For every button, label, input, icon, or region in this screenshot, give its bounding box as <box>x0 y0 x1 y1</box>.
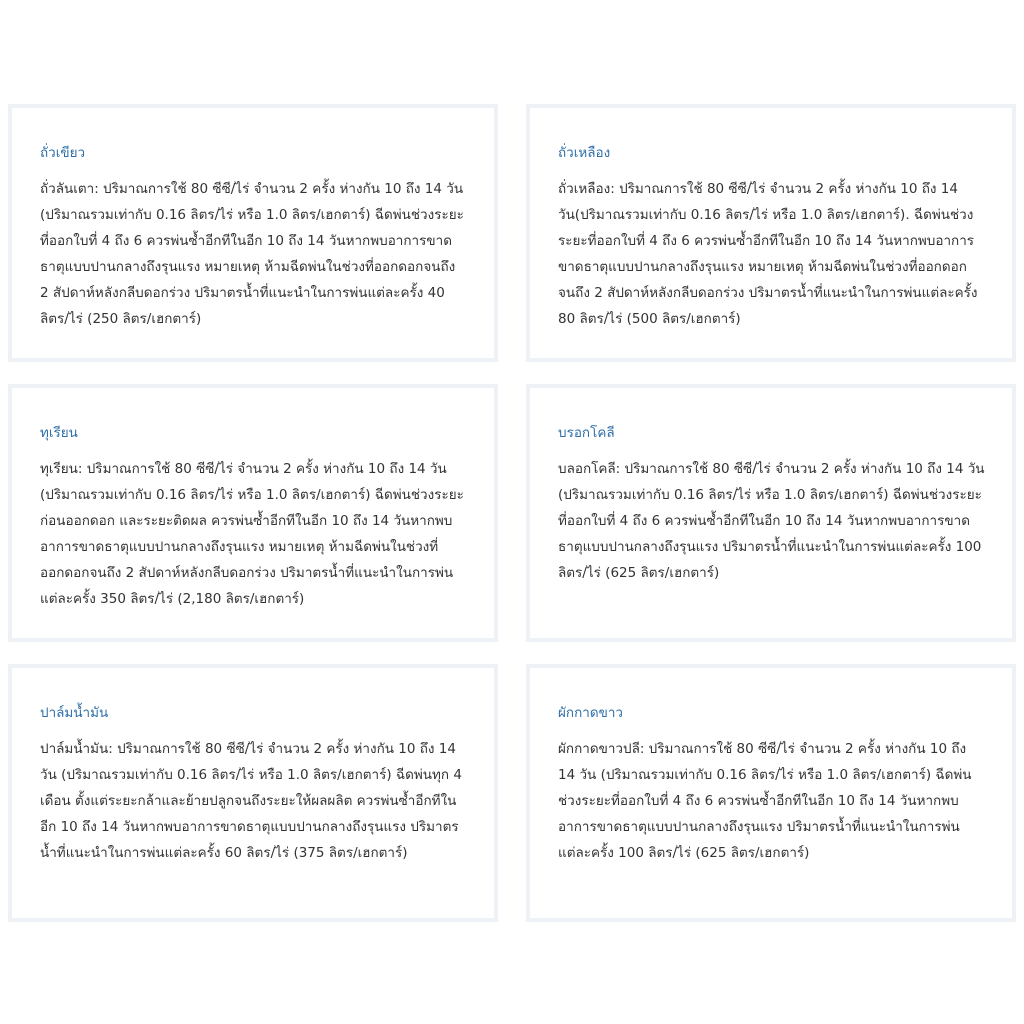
card-title[interactable]: ผักกาดขาว <box>558 705 623 721</box>
card-title[interactable]: ถั่วเหลือง <box>558 145 611 161</box>
card-body: บลอกโคลี: ปริมาณการใช้ 80 ซีซี/ไร่ จำนวน 2 ครั้ง ห่างกัน 10 ถึง 14 วัน (ปริมาณรวมเท่ากับ 0.16 ลิตร/ไร่ หรือ 1.0 ลิตร/เฮกตาร์) ฉีดพ่นช่วงระยะที่ออกใบที่ 4 ถึง 6 ควรพ่นซ้ำอีกทีในอีก 10 ถึง 14 วันหากพบอาการขาดธาตุแบบปานกลางถึงรุนแรง ปริมาตรน้ำที่แนะนำในการพ่นแต่ละครั้ง 100 ลิตร/ไร่ (625 ลิตร/เฮกตาร์) <box>558 461 985 581</box>
crop-card-oil-palm <box>8 664 498 922</box>
card-body: ถั่วลันเตา: ปริมาณการใช้ 80 ซีซี/ไร่ จำนวน 2 ครั้ง ห่างกัน 10 ถึง 14 วัน (ปริมาณรวมเท่ากับ 0.16 ลิตร/ไร่ หรือ 1.0 ลิตร/เฮกตาร์) ฉีดพ่นช่วงระยะที่ออกใบที่ 4 ถึง 6 ควรพ่นซ้ำอีกทีในอีก 10 ถึง 14 วันหากพบอาการขาดธาตุแบบปานกลางถึงรุนแรง หมายเหตุ ห้ามฉีดพ่นในช่วงที่ออกดอกจนถึง 2 สัปดาห์หลังกลีบดอกร่วง ปริมาตรน้ำที่แนะนำในการพ่นแต่ละครั้ง 40 ลิตร/ไร่ (250 ลิตร/เฮกตาร์) <box>40 181 464 327</box>
crop-card-mung-bean <box>8 104 498 362</box>
crop-card-soybean <box>526 104 1016 362</box>
card-body: ทุเรียน: ปริมาณการใช้ 80 ซีซี/ไร่ จำนวน 2 ครั้ง ห่างกัน 10 ถึง 14 วัน (ปริมาณรวมเท่ากับ 0.16 ลิตร/ไร่ หรือ 1.0 ลิตร/เฮกตาร์) ฉีดพ่นช่วงระยะก่อนออกดอก และระยะติดผล ควรพ่นซ้ำอีกทีในอีก 10 ถึง 14 วันหากพบอาการขาดธาตุแบบปานกลางถึงรุนแรง หมายเหตุ ห้ามฉีดพ่นในช่วงที่ออกดอกจนถึง 2 สัปดาห์หลังกลีบดอกร่วง ปริมาตรน้ำที่แนะนำในการพ่นแต่ละครั้ง 350 ลิตร/ไร่ (2,180 ลิตร/เฮกตาร์) <box>40 461 464 607</box>
crop-card-chinese-cabbage <box>526 664 1016 922</box>
card-body: ปาล์มน้ำมัน: ปริมาณการใช้ 80 ซีซี/ไร่ จำนวน 2 ครั้ง ห่างกัน 10 ถึง 14 วัน (ปริมาณรวมเท่ากับ 0.16 ลิตร/ไร่ หรือ 1.0 ลิตร/เฮกตาร์) ฉีดพ่นทุก 4 เดือน ตั้งแต่ระยะกล้าและย้ายปลูกจนถึงระยะให้ผลผลิต ควรพ่นซ้ำอีกทีในอีก 10 ถึง 14 วันหากพบอาการขาดธาตุแบบปานกลางถึงรุนแรง ปริมาตรน้ำที่แนะนำในการพ่นแต่ละครั้ง 60 ลิตร/ไร่ (375 ลิตร/เฮกตาร์) <box>40 741 462 861</box>
card-title[interactable]: ถั่วเขียว <box>40 145 86 161</box>
crop-card-durian <box>8 384 498 642</box>
card-title[interactable]: ทุเรียน <box>40 425 78 441</box>
card-body: ผักกาดขาวปลี: ปริมาณการใช้ 80 ซีซี/ไร่ จำนวน 2 ครั้ง ห่างกัน 10 ถึง 14 วัน (ปริมาณรวมเท่ากับ 0.16 ลิตร/ไร่ หรือ 1.0 ลิตร/เฮกตาร์) ฉีดพ่นช่วงระยะที่ออกใบที่ 4 ถึง 6 ควรพ่นซ้ำอีกทีในอีก 10 ถึง 14 วันหากพบอาการขาดธาตุแบบปานกลางถึงรุนแรง ปริมาตรน้ำที่แนะนำในการพ่นแต่ละครั้ง 100 ลิตร/ไร่ (625 ลิตร/เฮกตาร์) <box>558 741 972 861</box>
card-title[interactable]: บรอกโคลี <box>558 425 615 441</box>
card-body: ถั่วเหลือง: ปริมาณการใช้ 80 ซีซี/ไร่ จำนวน 2 ครั้ง ห่างกัน 10 ถึง 14 วัน(ปริมาณรวมเท่ากับ 0.16 ลิตร/ไร่ หรือ 1.0 ลิตร/เฮกตาร์). ฉีดพ่นช่วงระยะที่ออกใบที่ 4 ถึง 6 ควรพ่นซ้ำอีกทีในอีก 10 ถึง 14 วันหากพบอาการขาดธาตุแบบปานกลางถึงรุนแรง หมายเหตุ ห้ามฉีดพ่นในช่วงที่ออกดอกจนถึง 2 สัปดาห์หลังกลีบดอกร่วง ปริมาตรน้ำที่แนะนำในการพ่นแต่ละครั้ง 80 ลิตร/ไร่ (500 ลิตร/เฮกตาร์) <box>558 181 978 327</box>
card-title[interactable]: ปาล์มน้ำมัน <box>40 705 109 721</box>
crop-card-broccoli <box>526 384 1016 642</box>
